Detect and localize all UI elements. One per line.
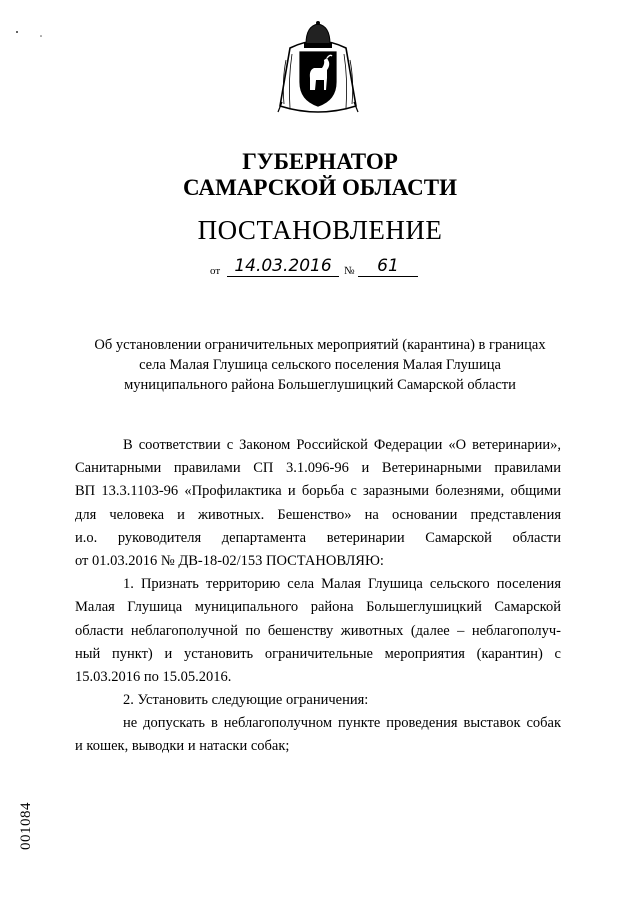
body-line: ВП 13.3.1103-96 «Профилактика и борьба с заразными болезнями, общими [75,483,561,500]
body-line: от 01.03.2016 № ДВ-18-02/153 ПОСТАНОВЛЯЮ: [75,552,384,569]
number-label: № [344,265,355,277]
body-line: 1. Признать территорию села Малая Глушица сельского поселения [123,576,561,593]
archive-code: 001084 [18,802,34,850]
document-number: 61 [358,256,418,277]
issuer-title-line1: ГУБЕРНАТОР [242,149,398,174]
body-line: не допускать в неблагополучном пункте проведения выставок собак [123,715,561,732]
document-date: 14.03.2016 [227,256,339,277]
coat-of-arms-icon [272,20,364,120]
body-line: и.о. руководителя департамента ветеринарии Самарской области [75,529,561,546]
issuer-title-line2: САМАРСКОЙ ОБЛАСТИ [183,175,457,200]
subject-line: Об установлении ограничительных мероприятий (карантина) в границах [94,337,546,353]
body-line: и кошек, выводки и натаски собак; [75,738,290,755]
document-body [75,434,561,759]
document-type-title: ПОСТАНОВЛЕНИЕ [197,215,443,245]
registration-line [210,252,440,280]
body-line: ный пункт) и установить ограничительные мероприятия (карантин) с [75,645,561,662]
body-line: для человека и животных. Бешенство» на основании представления [75,506,561,523]
body-line: Малая Глушица муниципального района Большеглушицкий Самарской [75,599,561,616]
body-line: Санитарными правилами СП 3.1.096-96 и Ветеринарными правилами [75,460,561,477]
document-subject [0,335,640,395]
subject-line: села Малая Глушица сельского поселения Малая Глушица [139,357,501,373]
subject-line: муниципального района Большеглушицкий Самарской области [124,377,516,393]
date-label: от [210,265,221,277]
body-line: В соответствии с Законом Российской Федерации «О ветеринарии», [123,437,561,453]
body-line: 2. Установить следующие ограничения: [123,692,369,709]
body-line: области неблагополучной по бешенству животных (далее – неблагополуч- [75,622,561,639]
body-line: 15.03.2016 по 15.05.2016. [75,668,232,685]
